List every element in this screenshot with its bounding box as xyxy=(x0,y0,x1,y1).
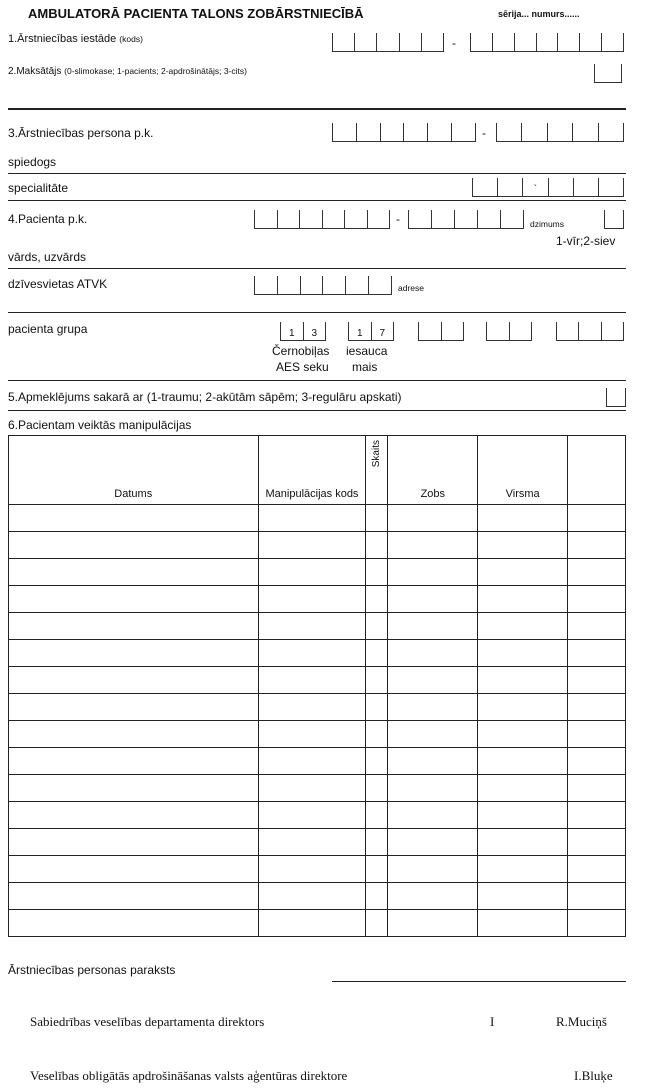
table-cell[interactable] xyxy=(258,613,366,640)
box[interactable] xyxy=(408,210,431,228)
table-cell[interactable] xyxy=(9,559,259,586)
box[interactable] xyxy=(376,33,398,51)
field-patient-label: 4.Pacienta p.k. xyxy=(8,212,88,226)
table-cell[interactable] xyxy=(366,532,388,559)
director1-mark: I xyxy=(490,1014,495,1029)
box[interactable] xyxy=(332,33,354,51)
col-procedure-code: Manipulācijas kods xyxy=(258,436,366,505)
table-cell[interactable] xyxy=(478,856,568,883)
table-cell[interactable] xyxy=(478,748,568,775)
table-cell[interactable] xyxy=(388,883,478,910)
box[interactable] xyxy=(441,322,465,340)
box[interactable] xyxy=(367,210,391,228)
group-code-chernobyl[interactable] xyxy=(280,322,326,341)
field-institution-text: 1.Ārstniecības iestāde xyxy=(8,33,117,45)
table-cell[interactable] xyxy=(366,667,388,694)
group-label-chernobyl-2: AES seku xyxy=(276,360,329,374)
table-cell[interactable] xyxy=(568,640,626,667)
table-cell[interactable] xyxy=(258,505,366,532)
table-cell[interactable] xyxy=(366,559,388,586)
box[interactable] xyxy=(573,178,598,196)
box[interactable] xyxy=(486,322,509,340)
table-row xyxy=(9,721,626,748)
col-count xyxy=(366,436,388,505)
table-row xyxy=(9,559,626,586)
group-label-conscript-2: mais xyxy=(352,360,378,374)
field-institution-label xyxy=(8,33,143,45)
table-cell[interactable] xyxy=(388,559,478,586)
signature-label: Ārstniecības personas paraksts xyxy=(8,963,176,977)
table-row xyxy=(9,532,626,559)
box[interactable] xyxy=(322,276,345,294)
box[interactable] xyxy=(427,123,451,141)
col-extra xyxy=(568,436,626,505)
box[interactable] xyxy=(572,123,597,141)
box[interactable] xyxy=(514,33,536,51)
box[interactable] xyxy=(345,276,368,294)
table-cell[interactable] xyxy=(388,586,478,613)
table-cell[interactable] xyxy=(366,829,388,856)
table-cell[interactable] xyxy=(388,667,478,694)
box[interactable] xyxy=(300,276,323,294)
box[interactable] xyxy=(556,322,578,340)
table-cell[interactable] xyxy=(388,856,478,883)
table-cell[interactable] xyxy=(478,775,568,802)
table-cell[interactable] xyxy=(388,694,478,721)
divider xyxy=(8,173,626,174)
table-cell[interactable] xyxy=(258,694,366,721)
table-cell[interactable] xyxy=(258,559,366,586)
box[interactable] xyxy=(380,123,404,141)
table-cell[interactable] xyxy=(258,532,366,559)
box[interactable] xyxy=(356,123,380,141)
table-cell[interactable] xyxy=(366,910,388,937)
dash: - xyxy=(396,212,400,226)
box[interactable] xyxy=(536,33,558,51)
table-row xyxy=(9,802,626,829)
table-cell[interactable] xyxy=(366,883,388,910)
dash: - xyxy=(482,126,486,140)
box[interactable]: ` xyxy=(522,178,547,196)
atvk-boxes[interactable] xyxy=(254,276,392,295)
table-cell[interactable] xyxy=(366,775,388,802)
field-payer-label xyxy=(8,66,247,77)
box[interactable] xyxy=(354,33,376,51)
table-cell[interactable] xyxy=(9,721,259,748)
box[interactable] xyxy=(421,33,444,51)
table-cell[interactable] xyxy=(9,694,259,721)
series-number: sērija... numurs...... xyxy=(498,9,580,19)
table-cell[interactable] xyxy=(258,883,366,910)
box[interactable] xyxy=(500,210,524,228)
table-cell[interactable] xyxy=(258,829,366,856)
table-cell[interactable] xyxy=(9,748,259,775)
table-cell[interactable] xyxy=(478,613,568,640)
gender-box[interactable] xyxy=(604,210,624,229)
table-cell[interactable] xyxy=(568,802,626,829)
table-cell[interactable] xyxy=(388,721,478,748)
field-payer-note: (0-slimokase; 1-pacients; 2-apdrošinātājs; 3-cits) xyxy=(64,66,247,76)
box[interactable] xyxy=(598,178,624,196)
box[interactable] xyxy=(606,388,626,406)
box[interactable] xyxy=(277,276,300,294)
table-cell[interactable] xyxy=(478,532,568,559)
box[interactable] xyxy=(601,33,624,51)
table-cell[interactable] xyxy=(9,667,259,694)
atvk-label: dzīvesvietas ATVK xyxy=(8,277,108,291)
table-cell[interactable] xyxy=(568,856,626,883)
divider xyxy=(8,268,626,269)
table-row xyxy=(9,505,626,532)
table-row xyxy=(9,586,626,613)
table-header-row xyxy=(9,436,626,505)
group-code-conscript[interactable] xyxy=(348,322,394,341)
table-cell[interactable] xyxy=(478,721,568,748)
table-cell[interactable] xyxy=(568,721,626,748)
box[interactable] xyxy=(451,123,476,141)
table-row xyxy=(9,694,626,721)
box[interactable] xyxy=(496,123,521,141)
box[interactable] xyxy=(299,210,322,228)
table-cell[interactable] xyxy=(9,829,259,856)
box[interactable] xyxy=(254,210,277,228)
table-cell[interactable] xyxy=(478,829,568,856)
col-count-label: Skaits xyxy=(371,440,383,468)
table-row xyxy=(9,613,626,640)
box[interactable] xyxy=(579,33,601,51)
box[interactable] xyxy=(322,210,345,228)
digit[interactable]: 1 xyxy=(280,322,303,340)
table-cell[interactable] xyxy=(388,532,478,559)
table-cell[interactable] xyxy=(568,748,626,775)
box[interactable] xyxy=(557,33,579,51)
table-cell[interactable] xyxy=(366,694,388,721)
practitioner-code-boxes-1[interactable] xyxy=(332,123,476,142)
group-code-5[interactable] xyxy=(556,322,624,341)
table-cell[interactable] xyxy=(366,505,388,532)
divider xyxy=(8,410,626,411)
table-cell[interactable] xyxy=(568,694,626,721)
table-cell[interactable] xyxy=(9,586,259,613)
table-cell[interactable] xyxy=(478,802,568,829)
table-cell[interactable] xyxy=(258,748,366,775)
table-cell[interactable] xyxy=(568,910,626,937)
stamp-label: spiedogs xyxy=(8,155,57,169)
box[interactable] xyxy=(403,123,427,141)
signature-line[interactable] xyxy=(332,981,626,982)
form-title: AMBULATORĀ PACIENTA TALONS ZOBĀRSTNIECĪBĀ xyxy=(28,6,364,21)
box[interactable] xyxy=(548,178,573,196)
table-cell[interactable] xyxy=(9,505,259,532)
box[interactable] xyxy=(472,178,497,196)
box[interactable] xyxy=(547,123,572,141)
table-cell[interactable] xyxy=(388,775,478,802)
box[interactable] xyxy=(594,64,622,82)
group-code-4[interactable] xyxy=(486,322,532,341)
box[interactable] xyxy=(254,276,277,294)
group-code-3[interactable] xyxy=(418,322,464,341)
table-row xyxy=(9,667,626,694)
payer-box[interactable] xyxy=(594,64,622,83)
divider xyxy=(8,108,626,110)
practitioner-code-boxes-2[interactable] xyxy=(496,123,624,142)
gender-label: dzimums xyxy=(530,219,565,229)
table-cell[interactable] xyxy=(478,505,568,532)
table-cell[interactable] xyxy=(366,802,388,829)
col-surface: Virsma xyxy=(478,436,568,505)
table-cell[interactable] xyxy=(568,883,626,910)
name-label: vārds, uzvārds xyxy=(8,250,87,264)
box[interactable] xyxy=(492,33,514,51)
table-cell[interactable] xyxy=(9,883,259,910)
table-cell[interactable] xyxy=(388,802,478,829)
table-cell[interactable] xyxy=(9,775,259,802)
table-row xyxy=(9,910,626,937)
box[interactable] xyxy=(477,210,500,228)
table-cell[interactable] xyxy=(568,829,626,856)
table-cell[interactable] xyxy=(568,775,626,802)
table-cell[interactable] xyxy=(568,667,626,694)
group-label-chernobyl-1: Černobiļas xyxy=(272,344,330,358)
table-cell[interactable] xyxy=(258,856,366,883)
table-cell[interactable] xyxy=(258,775,366,802)
box[interactable] xyxy=(604,210,624,228)
table-cell[interactable] xyxy=(258,667,366,694)
director1-title: Sabiedrības veselības departamenta direktors xyxy=(30,1014,265,1029)
table-cell[interactable] xyxy=(9,910,259,937)
digit[interactable]: 7 xyxy=(371,322,395,340)
box[interactable] xyxy=(277,210,300,228)
table-cell[interactable] xyxy=(478,586,568,613)
director2-title: Veselības obligātās apdrošināšanas valsts aģentūras direktore xyxy=(30,1068,348,1083)
field-practitioner-label: 3.Ārstniecības persona p.k. xyxy=(8,126,154,140)
table-cell[interactable] xyxy=(366,856,388,883)
patient-code-boxes-1[interactable] xyxy=(254,210,390,229)
box[interactable] xyxy=(497,178,522,196)
col-date: Datums xyxy=(9,436,259,505)
table-cell[interactable] xyxy=(258,802,366,829)
divider xyxy=(8,380,626,381)
table-cell[interactable] xyxy=(568,613,626,640)
box[interactable] xyxy=(509,322,533,340)
digit[interactable]: 1 xyxy=(348,322,371,340)
field-payer-text: 2.Maksātājs xyxy=(8,66,62,77)
specialty-label: specialitāte xyxy=(8,181,69,195)
table-cell[interactable] xyxy=(478,883,568,910)
table-cell[interactable] xyxy=(568,505,626,532)
table-cell[interactable] xyxy=(568,559,626,586)
field-institution-note: (kods) xyxy=(119,34,143,44)
table-cell[interactable] xyxy=(388,613,478,640)
table-cell[interactable] xyxy=(9,856,259,883)
box[interactable] xyxy=(332,123,356,141)
director1-name: R.Muciņš xyxy=(556,1014,607,1029)
box[interactable] xyxy=(368,276,392,294)
box[interactable] xyxy=(418,322,441,340)
procedures-table xyxy=(8,435,626,937)
table-cell[interactable] xyxy=(9,613,259,640)
table-cell[interactable] xyxy=(258,721,366,748)
table-cell[interactable] xyxy=(478,910,568,937)
table-row xyxy=(9,856,626,883)
table-cell[interactable] xyxy=(258,586,366,613)
table-row xyxy=(9,640,626,667)
table-cell[interactable] xyxy=(9,802,259,829)
divider xyxy=(8,312,626,313)
table-row xyxy=(9,748,626,775)
table-cell[interactable] xyxy=(366,748,388,775)
table-cell[interactable] xyxy=(258,910,366,937)
group-label-conscript-1: iesauca xyxy=(346,344,388,358)
institution-code-boxes-2[interactable] xyxy=(470,33,624,52)
table-cell[interactable] xyxy=(9,532,259,559)
specialty-boxes[interactable] xyxy=(472,178,624,197)
table-row xyxy=(9,775,626,802)
table-cell[interactable] xyxy=(258,640,366,667)
divider xyxy=(8,200,626,201)
visit-reason-label: 5.Apmeklējums sakarā ar (1-traumu; 2-akūtām sāpēm; 3-regulāru apskati) xyxy=(8,390,402,404)
visit-reason-box[interactable] xyxy=(606,388,626,407)
table-cell[interactable] xyxy=(388,910,478,937)
table-cell[interactable] xyxy=(388,505,478,532)
box[interactable] xyxy=(601,322,624,340)
director2-name: I.Bluķe xyxy=(574,1068,613,1083)
table-row xyxy=(9,829,626,856)
table-cell[interactable] xyxy=(478,694,568,721)
procedures-label: 6.Pacientam veiktās manipulācijas xyxy=(8,418,192,432)
table-row xyxy=(9,883,626,910)
col-tooth: Zobs xyxy=(388,436,478,505)
table-cell[interactable] xyxy=(568,586,626,613)
table-cell[interactable] xyxy=(9,640,259,667)
table-cell[interactable] xyxy=(366,640,388,667)
institution-code-boxes-1[interactable] xyxy=(332,33,444,52)
box[interactable] xyxy=(521,123,546,141)
box[interactable] xyxy=(431,210,454,228)
address-label: adrese xyxy=(398,283,424,293)
table-cell[interactable] xyxy=(478,559,568,586)
table-cell[interactable] xyxy=(388,829,478,856)
table-cell[interactable] xyxy=(366,613,388,640)
table-cell[interactable] xyxy=(366,586,388,613)
table-cell[interactable] xyxy=(478,640,568,667)
digit[interactable]: 3 xyxy=(303,322,327,340)
patient-group-label: pacienta grupa xyxy=(8,322,88,336)
table-cell[interactable] xyxy=(568,532,626,559)
box[interactable] xyxy=(598,123,624,141)
table-cell[interactable] xyxy=(366,721,388,748)
box[interactable] xyxy=(344,210,367,228)
box[interactable] xyxy=(454,210,477,228)
dash: - xyxy=(452,36,456,50)
table-cell[interactable] xyxy=(388,640,478,667)
box[interactable] xyxy=(578,322,600,340)
box[interactable] xyxy=(399,33,421,51)
box[interactable] xyxy=(470,33,492,51)
table-cell[interactable] xyxy=(388,748,478,775)
gender-options: 1-vīr;2-siev xyxy=(556,234,616,248)
patient-code-boxes-2[interactable] xyxy=(408,210,524,229)
table-cell[interactable] xyxy=(478,667,568,694)
